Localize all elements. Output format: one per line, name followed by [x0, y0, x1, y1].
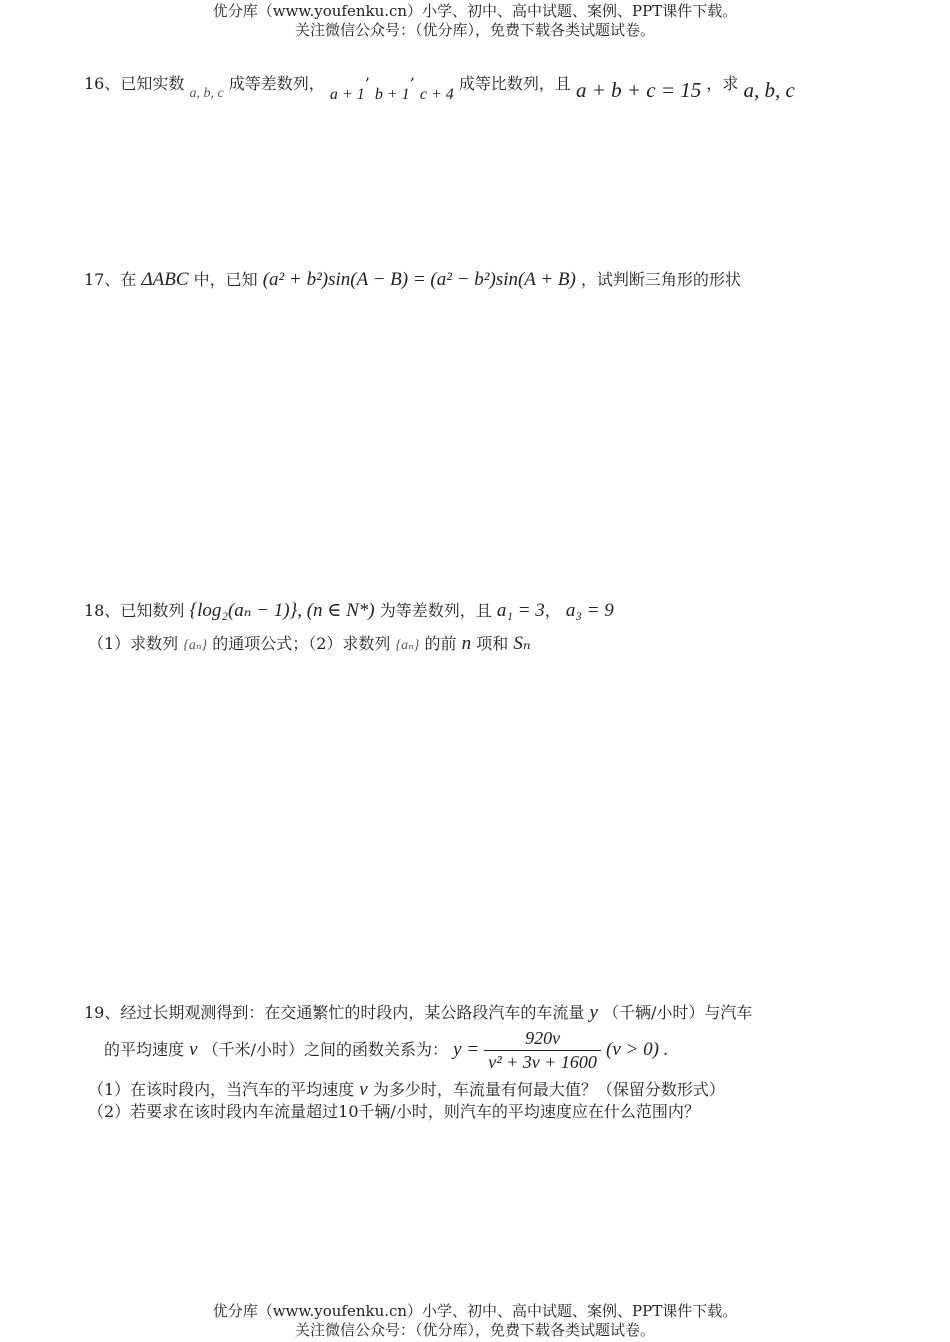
q19-line-2	[104, 1028, 668, 1073]
q19-v-2: v	[359, 1079, 368, 1100]
page-header	[0, 2, 950, 40]
q18-a3: a₃ = 9	[565, 600, 614, 621]
q18-text-1: 为等差数列，且	[379, 601, 492, 620]
q18-parts	[88, 631, 531, 655]
q18-part-1c: 的前	[424, 634, 457, 653]
question-16: 16、已知实数 a, b, c 成等差数列， a + 1’ b + 1’ c + 4 成等比数列，且 a + b + c = 15 ，求 a, b, c	[84, 74, 795, 103]
q18-prefix: 18、已知数列	[84, 601, 185, 620]
q19-numerator: 920v	[484, 1028, 601, 1051]
q16-expr-3: c + 4	[419, 86, 454, 103]
q18-part-1b: 的通项公式；（2）求数列	[212, 634, 391, 653]
question-17	[84, 267, 741, 291]
footer-line-1: 优分库（www.youfenku.cn）小学、初中、高中试题、案例、PPT课件下载。	[212, 1302, 738, 1320]
q19-condition: (v > 0) .	[606, 1039, 669, 1060]
header-line-1: 优分库（www.youfenku.cn）小学、初中、高中试题、案例、PPT课件下载。	[212, 2, 738, 20]
page-footer	[0, 1302, 950, 1340]
q17-prefix: 17、在	[84, 270, 137, 289]
q16-prefix: 16、已知实数	[84, 74, 185, 93]
q19-part-1	[88, 1077, 725, 1101]
q18-part-1d: 项和	[476, 634, 509, 653]
q17-text-2: ，试判断三角形的形状	[580, 270, 741, 289]
q17-text-1: 中，已知	[193, 270, 258, 289]
question-18: 18、已知数列 {log₂(aₙ − 1)}, (n ∈ N*) 为等差数列，且 a₁ = 3， a₃ = 9	[84, 600, 614, 621]
q19-fraction	[484, 1028, 601, 1073]
q19-v: v	[189, 1039, 198, 1060]
q18-part-1a: （1）求数列	[88, 634, 179, 653]
q16-text-2: 成等比数列，且	[458, 74, 571, 93]
header-line-2: 关注微信公众号：（优分库），免费下载各类试题试卷。	[294, 21, 655, 39]
q19-line-2a: 的平均速度	[104, 1040, 185, 1059]
q19-lhs: y =	[453, 1039, 480, 1060]
q16-expr-1: a + 1	[329, 86, 365, 103]
q18-sn: Sₙ	[513, 633, 531, 654]
q19-line-1a: 19、经过长期观测得到：在交通繁忙的时段内，某公路段汽车的车流量	[84, 1003, 585, 1022]
q16-text-3: ，求	[706, 74, 739, 93]
q16-text-1: 成等差数列，	[228, 74, 325, 93]
question-19	[84, 1000, 752, 1024]
q18-sequence: {log₂(aₙ − 1)}, (n ∈ N*)	[189, 600, 375, 621]
q16-ask: a, b, c	[743, 78, 795, 102]
q18-a1: a₁ = 3	[496, 600, 545, 621]
q16-condition: a + b + c = 15	[575, 78, 702, 102]
q16-expr-2: b + 1	[374, 86, 410, 103]
q18-n: n	[461, 633, 472, 654]
q19-part-2	[88, 1099, 700, 1122]
q18-an-1: {aₙ}	[183, 638, 208, 653]
q19-y: y	[589, 1002, 598, 1023]
q16-vars: a, b, c	[189, 86, 224, 101]
q17-formula: (a² + b²)sin(A − B) = (a² − b²)sin(A + B)	[262, 269, 576, 290]
q19-part-2-text: （2）若要求在该时段内车流量超过10千辆/小时，则汽车的平均速度应在什么范围内？	[88, 1102, 700, 1121]
footer-line-2: 关注微信公众号：（优分库），免费下载各类试题试卷。	[294, 1321, 655, 1339]
q19-part-1b: 为多少时，车流量有何最大值？（保留分数形式）	[372, 1080, 725, 1099]
q19-part-1a: （1）在该时段内，当汽车的平均速度	[88, 1080, 355, 1099]
q17-triangle: ΔABC	[141, 269, 189, 290]
q18-an-2: {aₙ}	[395, 638, 420, 653]
q19-line-1b: （千辆/小时）与汽车	[603, 1003, 753, 1022]
q19-line-2b: （千米/小时）之间的函数关系为：	[202, 1040, 449, 1059]
q19-denominator: v² + 3v + 1600	[488, 1052, 597, 1072]
